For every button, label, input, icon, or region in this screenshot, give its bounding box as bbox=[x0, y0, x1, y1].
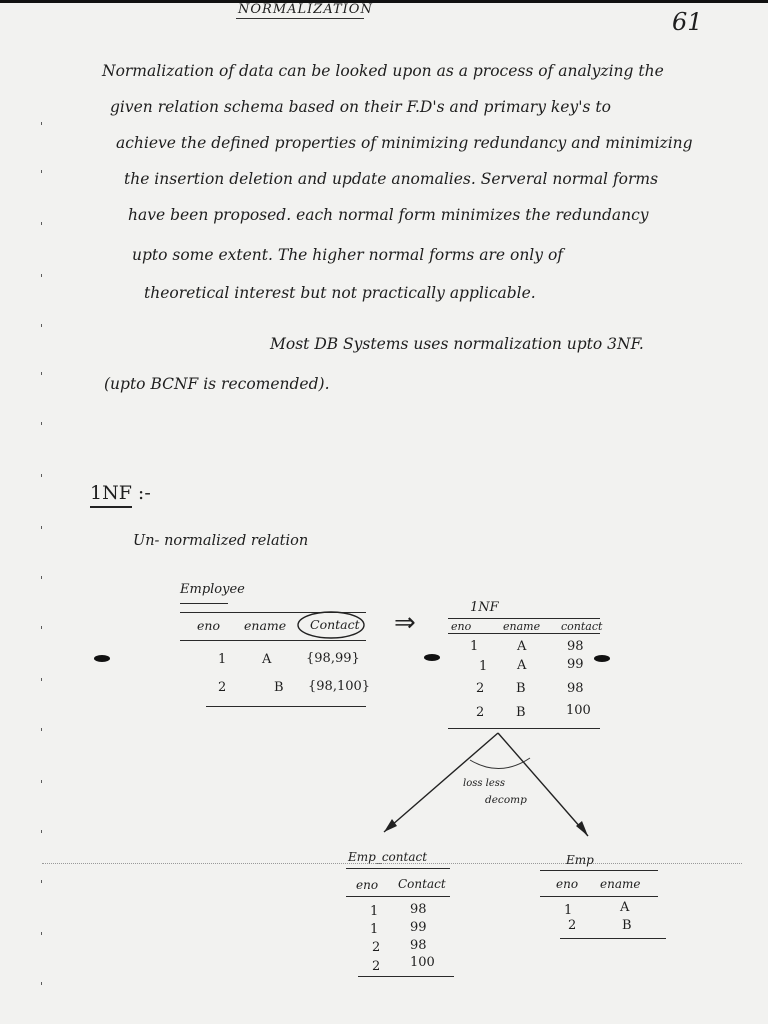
employee-caption: Employee bbox=[180, 582, 245, 597]
paragraph-line-7: theoretical interest but not practically applicable. bbox=[144, 284, 536, 302]
decomp-right-line bbox=[498, 733, 588, 836]
employee-header-eno: eno bbox=[197, 618, 220, 633]
onenf-row-2-ename: A bbox=[517, 658, 527, 673]
paragraph-line-3: achieve the defined properties of minimizing redundancy and minimizing bbox=[116, 134, 693, 152]
emp-header-bottom-rule bbox=[540, 896, 658, 897]
margin-mark: ' bbox=[40, 524, 44, 537]
margin-mark: ' bbox=[40, 726, 44, 739]
emp-row-2-ename: B bbox=[622, 918, 632, 933]
paragraph-line-6: upto some extent. The higher normal forms are only of bbox=[132, 246, 564, 264]
onenf-row-1-ename: A bbox=[517, 639, 527, 654]
subtitle: Un- normalized relation bbox=[133, 533, 309, 549]
margin-mark: ' bbox=[40, 574, 44, 587]
margin-mark: ' bbox=[40, 322, 44, 335]
margin-mark: ' bbox=[40, 120, 44, 133]
employee-row-1-eno: 1 bbox=[218, 652, 227, 667]
note-line-1: Most DB Systems uses normalization upto 3NF. bbox=[270, 335, 644, 353]
paragraph-line-1: Normalization of data can be looked upon as a process of analyzing the bbox=[102, 62, 664, 80]
decomp-label-2: decomp bbox=[485, 794, 527, 806]
transform-arrow-icon: ⇒ bbox=[394, 608, 416, 638]
empcontact-header-eno: eno bbox=[356, 878, 379, 892]
emp-header-eno: eno bbox=[556, 877, 579, 891]
employee-header-contact: Contact bbox=[310, 617, 360, 632]
page-heading: NORMALIZATION bbox=[238, 2, 373, 17]
margin-mark: ' bbox=[40, 420, 44, 433]
onenf-row-3-eno: 2 bbox=[476, 681, 485, 696]
decomp-label-1: loss less bbox=[463, 778, 506, 789]
emp-row-1-eno: 1 bbox=[564, 903, 573, 918]
note-line-2: (upto BCNF is recomended). bbox=[104, 375, 330, 393]
bullet-mark-2 bbox=[424, 654, 440, 661]
onenf-row-1-eno: 1 bbox=[470, 639, 479, 654]
emp-header-top-rule bbox=[540, 870, 658, 871]
margin-mark: ' bbox=[40, 676, 44, 689]
onenf-row-3-ename: B bbox=[516, 681, 526, 696]
margin-mark: ' bbox=[40, 624, 44, 637]
empcontact-row-2-eno: 1 bbox=[370, 922, 379, 937]
emp-row-2-eno: 2 bbox=[568, 918, 577, 933]
empcontact-row-3-eno: 2 bbox=[372, 940, 381, 955]
onenf-header-ename: ename bbox=[503, 620, 541, 633]
onenf-row-4-contact: 100 bbox=[566, 703, 591, 718]
section-title: 1NF :- bbox=[90, 482, 151, 504]
margin-mark: ' bbox=[40, 168, 44, 181]
empcontact-row-2-contact: 99 bbox=[410, 920, 427, 935]
employee-row-2-ename: B bbox=[274, 680, 284, 695]
margin-mark: ' bbox=[40, 930, 44, 943]
emp-header-ename: ename bbox=[600, 877, 641, 891]
bullet-mark-3 bbox=[594, 655, 610, 662]
bullet-mark-1 bbox=[94, 655, 110, 662]
empcontact-header-contact: Contact bbox=[398, 877, 446, 891]
margin-mark: ' bbox=[40, 980, 44, 993]
emp-bottom-rule bbox=[560, 938, 666, 939]
margin-mark: ' bbox=[40, 878, 44, 891]
onenf-caption: 1NF bbox=[470, 600, 499, 615]
emp-row-1-ename: A bbox=[620, 900, 630, 915]
empcontact-row-3-contact: 98 bbox=[410, 938, 427, 953]
page-number: 61 bbox=[672, 8, 703, 36]
onenf-row-3-contact: 98 bbox=[567, 681, 584, 696]
onenf-header-eno: eno bbox=[451, 620, 472, 633]
emp-caption: Emp bbox=[566, 853, 594, 867]
margin-mark: ' bbox=[40, 370, 44, 383]
empcontact-header-bottom-rule bbox=[346, 896, 450, 897]
paragraph-line-2: given relation schema based on their F.D's and primary key's to bbox=[110, 98, 611, 116]
empcontact-bottom-rule bbox=[358, 976, 454, 977]
margin-mark: ' bbox=[40, 220, 44, 233]
onenf-row-1-contact: 98 bbox=[567, 639, 584, 654]
decomp-left-arrowhead bbox=[384, 819, 397, 832]
paragraph-line-5: have been proposed. each normal form minimizes the redundancy bbox=[128, 206, 649, 224]
onenf-row-4-eno: 2 bbox=[476, 705, 485, 720]
empcontact-row-4-contact: 100 bbox=[410, 955, 435, 970]
margin-mark: ' bbox=[40, 272, 44, 285]
margin-mark: ' bbox=[40, 472, 44, 485]
onenf-row-2-contact: 99 bbox=[567, 657, 584, 672]
onenf-row-2-eno: 1 bbox=[479, 659, 488, 674]
employee-row-1-contact: {98,99} bbox=[306, 651, 360, 666]
contact-circle bbox=[298, 612, 364, 638]
decomp-right-arrowhead bbox=[576, 821, 588, 836]
paragraph-line-4: the insertion deletion and update anomalies. Serveral normal forms bbox=[124, 170, 659, 188]
empcontact-row-1-contact: 98 bbox=[410, 902, 427, 917]
employee-header-ename: ename bbox=[244, 618, 287, 633]
margin-mark: ' bbox=[40, 828, 44, 841]
onenf-header-contact: contact bbox=[561, 620, 603, 633]
employee-row-2-eno: 2 bbox=[218, 680, 227, 695]
empcontact-header-top-rule bbox=[346, 868, 450, 869]
employee-row-2-contact: {98,100} bbox=[308, 679, 371, 694]
onenf-row-4-ename: B bbox=[516, 705, 526, 720]
empcontact-row-4-eno: 2 bbox=[372, 959, 381, 974]
employee-row-1-ename: A bbox=[262, 652, 272, 667]
empcontact-row-1-eno: 1 bbox=[370, 904, 379, 919]
empcontact-caption: Emp_contact bbox=[348, 850, 428, 864]
margin-mark: ' bbox=[40, 778, 44, 791]
